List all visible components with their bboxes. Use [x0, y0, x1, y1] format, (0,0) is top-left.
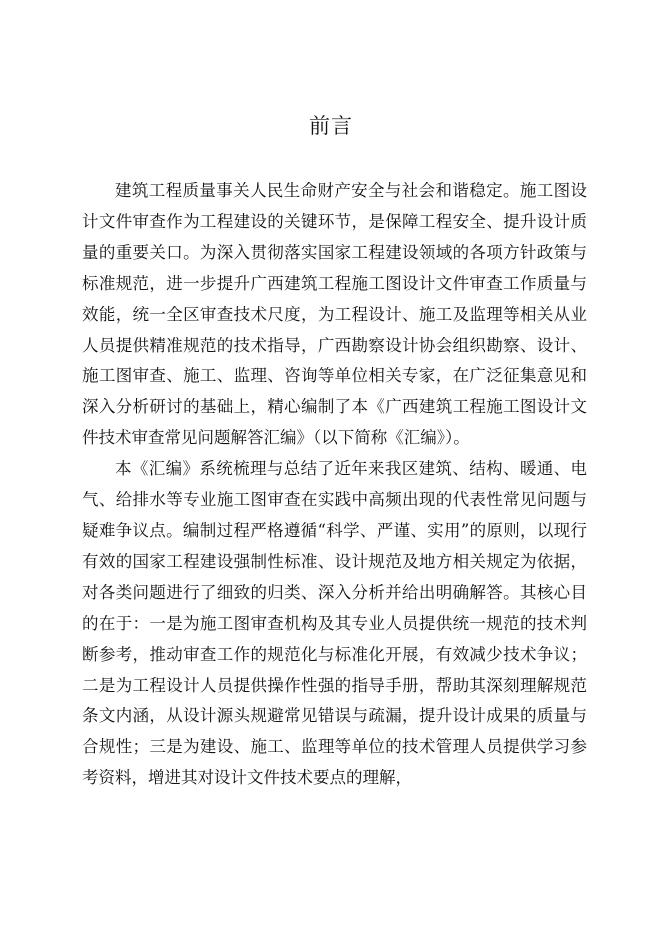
page-title: 前言	[309, 114, 353, 138]
paragraph-2: 本《汇编》系统梳理与总结了近年来我区建筑、结构、暖通、电气、给排水等专业施工图审查在实践中高频出现的代表性常见问题与疑难争议点。编制过程严格遵循“科学、严谨、实用”的原则，以现行有效的国家工程建设强制性标准、设计规范及地方相关规定为依据，对各类问题进行了细致的归类、深入分析并给出明确解答。其核心目的在于：一是为施工图审查机构及其专业人员提供统一规范的技术判断参考，推动审查工作的规范化与标准化开展，有效减少技术争议；二是为工程设计人员提供操作性强的指导手册，帮助其深刻理解规范条文内涵，从设计源头规避常见错误与疏漏，提升设计成果的质量与合规性；三是为建设、施工、监理等单位的技术管理人员提供学习参考资料，增进其对设计文件技术要点的理解，	[82, 459, 587, 788]
body-text	[82, 176, 587, 794]
paragraph-1: 建筑工程质量事关人民生命财产安全与社会和谐稳定。施工图设计文件审查作为工程建设的关键环节，是保障工程安全、提升设计质量的重要关口。为深入贯彻落实国家工程建设领域的各项方针政策与标准规范，进一步提升广西建筑工程施工图设计文件审查工作质量与效能，统一全区审查技术尺度，为工程设计、施工及监理等相关从业人员提供精准规范的技术指导，广西勘察设计协会组织勘察、设计、施工图审查、施工、监理、咨询等单位相关专家，在广泛征集意见和深入分析研讨的基础上，精心编制了本《广西建筑工程施工图设计文件技术审查常见问题解答汇编》（以下简称《汇编》）。	[82, 181, 587, 448]
